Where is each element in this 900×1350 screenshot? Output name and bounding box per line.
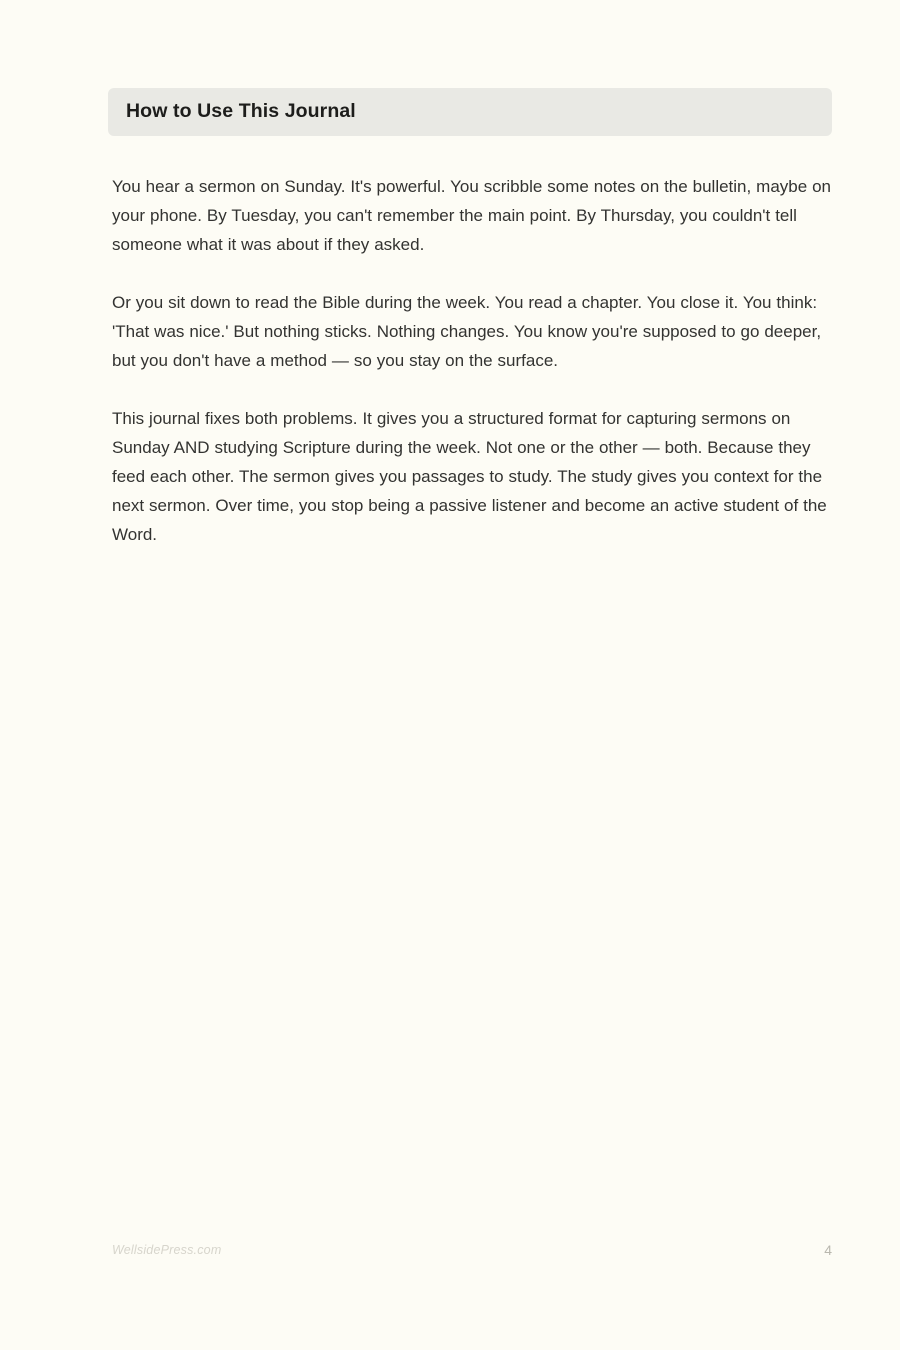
body-content xyxy=(112,172,832,549)
body-paragraph-1: You hear a sermon on Sunday. It's powerful. You scribble some notes on the bulletin, maybe on your phone. By Tuesday, you can't remember the main point. By Thursday, you couldn't tell someone what it was about if they asked. xyxy=(112,177,832,254)
body-paragraph-2: Or you sit down to read the Bible during the week. You read a chapter. You close it. You think: 'That was nice.' But nothing sticks. Nothing changes. You know you're supposed to go deeper, but you don't have a method — so you stay on the surface. xyxy=(112,293,822,370)
section-header-band xyxy=(108,88,832,136)
page-footer xyxy=(112,1240,832,1260)
footer-page-number: 4 xyxy=(824,1242,832,1258)
page-title: How to Use This Journal xyxy=(126,100,356,123)
footer-brand: WellsidePress.com xyxy=(112,1242,222,1257)
body-paragraph-3: This journal fixes both problems. It gives you a structured format for capturing sermons on Sunday AND studying Scripture during the week. Not one or the other — both. Because they feed each other. The sermon gives you passages to study. The study gives you context for the next sermon. Over time, you stop being a passive listener and become an active student of the Word. xyxy=(112,409,827,544)
